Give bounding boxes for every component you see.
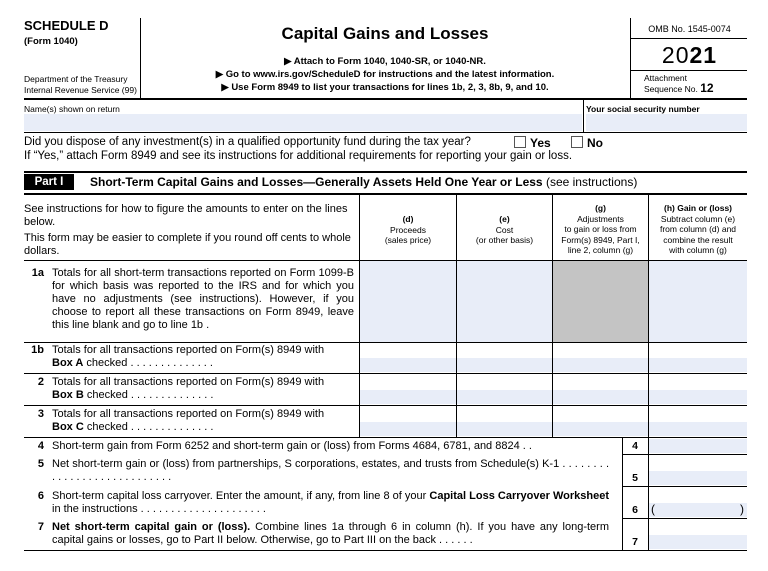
line-1a-adjustments-shaded (553, 261, 648, 342)
line-1b-cost[interactable] (457, 358, 552, 372)
line-number-1b: 1b (31, 344, 44, 356)
yes-label: Yes (530, 136, 551, 150)
line-1b-gain-loss[interactable] (649, 358, 747, 372)
line-6-text: Short-term capital loss carryover. Enter the amount, if any, from line 8 of your Capital Loss Carryover Worksheet in the instructions . . . . . . . . . . . . . . . . . . . . . (52, 490, 610, 515)
line-3-gain-loss[interactable] (649, 422, 747, 436)
line-number-6: 6 (37, 490, 44, 502)
line-3-adjustments[interactable] (553, 422, 648, 436)
line-5-box: 5 (632, 472, 638, 484)
line-4-gain-loss[interactable] (649, 439, 747, 453)
column-e-header: (e) Cost (or other basis) (475, 214, 534, 245)
ssn-label: Your social security number (586, 104, 700, 114)
line-6-loss-carryover[interactable] (649, 503, 747, 517)
line-3-proceeds[interactable] (360, 422, 456, 436)
department-line: Department of the Treasury (24, 74, 128, 84)
line-number-2: 2 (37, 376, 44, 388)
qof-question: Did you dispose of any investment(s) in a qualified opportunity fund during the tax year? (24, 136, 471, 148)
name-input[interactable] (24, 114, 582, 131)
form-title: Capital Gains and Losses (281, 24, 489, 43)
yes-checkbox[interactable] (514, 136, 526, 148)
line-5-gain-loss[interactable] (649, 471, 747, 485)
column-h-header: (h) Gain or (loss) Subtract column (e) from column (d) and combine the result with column (g) (659, 203, 737, 255)
line-1b-text: Totals for all transactions reported on Form(s) 8949 with Box A checked . . . . . . . . . . . . . . (52, 344, 325, 369)
line-1a-cost[interactable] (457, 261, 552, 342)
line-2-gain-loss[interactable] (649, 390, 747, 404)
line-3-cost[interactable] (457, 422, 552, 436)
line-6-box: 6 (632, 504, 638, 516)
line-1a-text: Totals for all short-term transactions reported on Form 1099-B for which basis was reported to the IRS and for which you have no adjustments (see instructions). However, if you choose to report all these transactions on Form 8949, leave this line blank and go to line 1b . (52, 267, 354, 331)
name-label: Name(s) shown on return (24, 104, 120, 114)
line-2-proceeds[interactable] (360, 390, 456, 404)
line-4-box: 4 (632, 440, 638, 452)
omb-number: OMB No. 1545-0074 (648, 24, 731, 34)
line-7-text: Net short-term capital gain or (loss). Combine lines 1a through 6 in column (h). If you have any long-term capital gains or losses, go to Part II below. Otherwise, go to Part III on the back . . . . . . (52, 521, 609, 546)
line-7-box: 7 (632, 536, 638, 548)
line-1a-proceeds[interactable] (360, 261, 456, 342)
no-checkbox[interactable] (571, 136, 583, 148)
no-label: No (587, 136, 603, 150)
line-number-4: 4 (37, 440, 44, 452)
instruction-attach: ▶ Attach to Form 1040, 1040-SR, or 1040-NR. (284, 56, 486, 67)
line-1b-adjustments[interactable] (553, 358, 648, 372)
part-title: Short-Term Capital Gains and Losses—Generally Assets Held One Year or Less (see instructions) (90, 175, 638, 189)
line-1a-gain-loss[interactable] (649, 261, 747, 342)
instruction-form-8949: ▶ Use Form 8949 to list your transactions for lines 1b, 2, 3, 8b, 9, and 10. (221, 82, 549, 93)
line-3-text: Totals for all transactions reported on Form(s) 8949 with Box C checked . . . . . . . . . . . . . . (52, 408, 325, 433)
line-number-5: 5 (37, 458, 44, 470)
line-6-open-paren: ( (651, 502, 655, 516)
attachment-sequence: Attachment Sequence No. 12 (644, 73, 714, 95)
line-6-close-paren: ) (740, 502, 744, 516)
line-2-adjustments[interactable] (553, 390, 648, 404)
tax-year: 2021 (661, 42, 718, 68)
schedule-title: SCHEDULE D (24, 18, 109, 33)
form-reference: (Form 1040) (24, 36, 78, 47)
ssn-input[interactable] (586, 114, 747, 131)
line-2-text: Totals for all transactions reported on Form(s) 8949 with Box B checked . . . . . . . . . . . . . . (52, 376, 325, 401)
irs-line: Internal Revenue Service (99) (24, 85, 137, 95)
line-7-gain-loss[interactable] (649, 535, 747, 549)
line-number-1a: 1a (31, 267, 44, 279)
round-off-note: This form may be easier to complete if you round off cents to whole dollars. (24, 232, 351, 257)
line-5-text: Net short-term gain or (loss) from partnerships, S corporations, estates, and trusts from Schedule(s) K-1 . . . . . . . . . . . . . . . . . . . . . . . . . . . . (52, 458, 609, 483)
part-badge: Part I (24, 174, 74, 190)
qof-note: If “Yes,” attach Form 8949 and see its instructions for additional requirements for reporting your gain or loss. (24, 150, 573, 162)
column-g-header: (g) Adjustments to gain or loss from Form(s) 8949, Part I, line 2, column (g) (561, 203, 640, 255)
line-2-cost[interactable] (457, 390, 552, 404)
column-d-header: (d) Proceeds (sales price) (384, 214, 432, 245)
line-number-3: 3 (37, 408, 44, 420)
line-number-7: 7 (37, 521, 44, 533)
line-4-text: Short-term gain from Form 6252 and short-term gain or (loss) from Forms 4684, 6781, and 8824 . . (52, 440, 532, 452)
line-1b-proceeds[interactable] (360, 358, 456, 372)
instruction-website: ▶ Go to www.irs.gov/ScheduleD for instructions and the latest information. (215, 69, 555, 80)
see-instructions-note: See instructions for how to figure the amounts to enter on the lines below. (24, 203, 348, 228)
